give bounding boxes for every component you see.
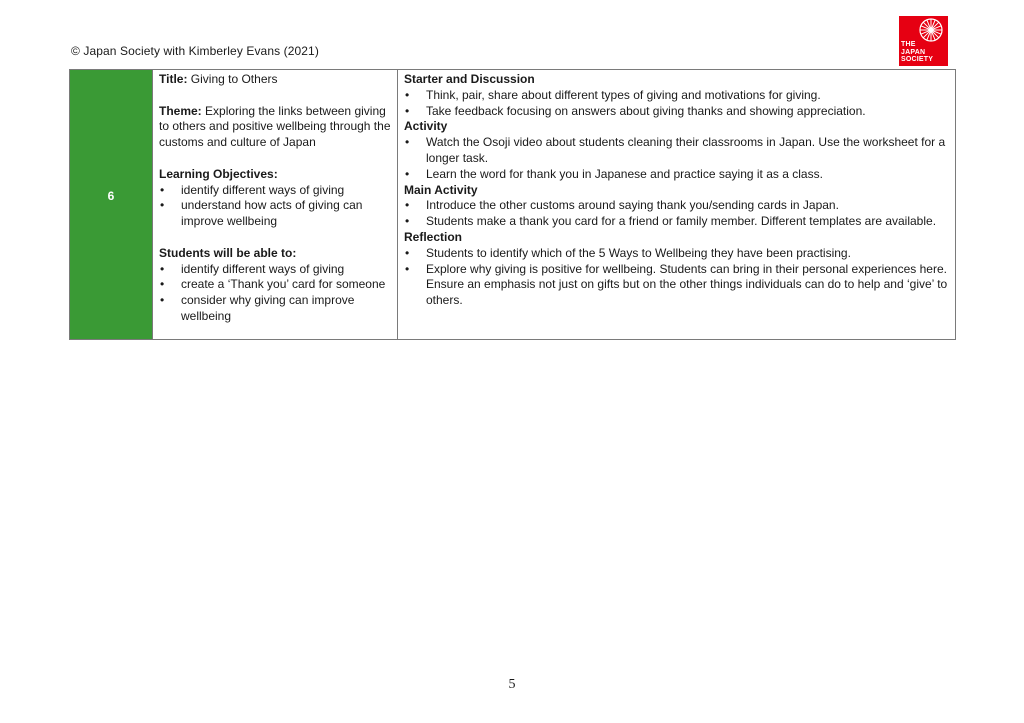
list-item: • identify different ways of giving <box>159 183 397 199</box>
page-number: 5 <box>508 677 516 692</box>
logo-line: THE <box>901 41 916 48</box>
lesson-activities-column <box>399 70 955 339</box>
theme-value: Exploring the links between giving to others and positive wellbeing through the customs and culture of Japan <box>159 103 391 150</box>
title-value: Giving to Others <box>187 72 278 86</box>
starter-list <box>404 88 955 120</box>
list-item: • understand how acts of giving can improve wellbeing <box>159 198 397 230</box>
list-item: • Learn the word for thank you in Japanese and practice saying it as a class. <box>404 167 955 183</box>
able-heading-text: Students will be able to: <box>159 245 297 260</box>
lesson-title <box>159 72 397 88</box>
lesson-theme <box>159 104 397 151</box>
main-activity-heading: Main Activity <box>404 182 478 197</box>
activity-heading: Activity <box>404 119 448 134</box>
objectives-list <box>159 183 397 230</box>
objectives-heading <box>159 167 397 183</box>
lesson-overview-column <box>154 70 398 339</box>
logo-line: JAPAN <box>901 48 926 56</box>
lesson-number: 6 <box>107 189 115 203</box>
activity-list <box>404 135 955 182</box>
copyright-notice: © Japan Society with Kimberley Evans (2021) <box>71 44 319 58</box>
list-item: • Think, pair, share about different types of giving and motivations for giving. <box>404 88 955 104</box>
japan-society-logo <box>899 16 948 66</box>
objectives-heading-text: Learning Objectives: <box>159 166 278 181</box>
list-item: • consider why giving can improve wellbeing <box>159 293 397 325</box>
list-item: • create a ‘Thank you’ card for someone <box>159 277 397 293</box>
logo-line: SOCIETY <box>901 56 934 64</box>
list-item: • Take feedback focusing on answers about giving thanks and showing appreciation. <box>404 104 955 120</box>
starter-heading: Starter and Discussion <box>404 72 535 86</box>
list-item: • Explore why giving is positive for wellbeing. Students can bring in their personal experiences here. Ensure an emphasis not just on gifts but on the other things individuals can do to help and ‘give’ to others. <box>404 262 955 309</box>
main-activity-list <box>404 198 955 230</box>
list-item: • Watch the Osoji video about students cleaning their classrooms in Japan. Use the worksheet for a longer task. <box>404 135 955 167</box>
able-heading <box>159 246 397 262</box>
sunburst-icon <box>919 18 943 42</box>
list-item: • Introduce the other customs around saying thank you/sending cards in Japan. <box>404 198 955 214</box>
list-item: • Students to identify which of the 5 Ways to Wellbeing they have been practising. <box>404 246 955 262</box>
section-heading <box>404 230 955 246</box>
reflection-heading: Reflection <box>404 229 463 244</box>
lesson-number-cell <box>70 70 153 339</box>
section-heading <box>404 183 955 199</box>
section-heading <box>404 119 955 135</box>
list-item: • identify different ways of giving <box>159 262 397 278</box>
list-item: • Students make a thank you card for a friend or family member. Different templates are available. <box>404 214 955 230</box>
lesson-plan-table <box>69 69 956 340</box>
logo-wordmark <box>901 41 933 64</box>
section-heading <box>404 72 955 88</box>
able-list <box>159 262 397 325</box>
title-label: Title: <box>159 72 188 86</box>
reflection-list <box>404 246 955 309</box>
theme-label: Theme: <box>159 103 202 118</box>
